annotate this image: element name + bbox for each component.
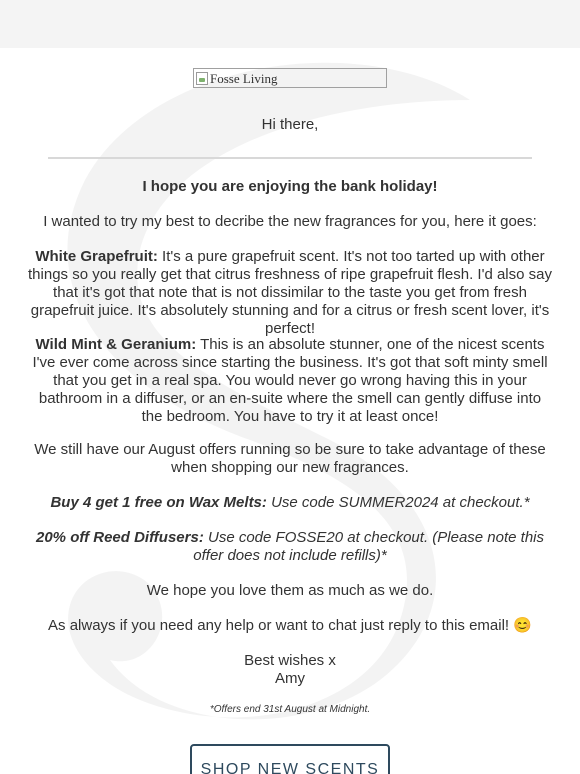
closing-hope: We hope you love them as much as we do. [146,582,434,599]
fragrance-wild-mint-geranium [28,336,552,426]
offers-note: We still have our August offers running so be sure to take advantage of these when shopping our new fragrances. [34,441,546,476]
shop-new-scents-button[interactable]: SHOP NEW SCENTS [190,744,390,774]
logo-alt-text: Fosse Living [210,70,278,86]
signoff [28,652,552,688]
fragrance-name: White Grapefruit: [35,248,158,265]
offer-detail: Use code SUMMER2024 at checkout.* [266,494,530,511]
headline: I hope you are enjoying the bank holiday! [142,178,438,195]
greeting: Hi there, [261,116,319,133]
offers-footnote: *Offers end 31st August at Midnight. [209,704,371,715]
signoff-line: Best wishes x [244,652,336,669]
fragrance-description: This is an absolute stunner, one of the nicest scents I've ever come across since starting the business. It's got that soft minty smell that you get in a real spa. You would never go wrong having this in your bathroom in a diffuser, or an en-suite where the smell can gently diffuse into the bedroom. You have to try it at least once! [32,336,548,425]
fragrance-name: Wild Mint & Geranium: [35,336,197,353]
offer-detail: Use code FOSSE20 at checkout. (Please note this offer does not include refills)* [193,529,545,564]
fragrance-description: It's a pure grapefruit scent. It's not too tarted up with other things so you really get that citrus freshness of ripe grapefruit flesh. I'd also say that it's got that note that is not dissimilar to the taste you get from fresh grapefruit juice. It's absolutely stunning and for a citrus or fresh scent lover, it's perfect! [28,248,552,337]
logo[interactable] [193,68,387,88]
offer-reed-diffusers [36,529,544,565]
signature: Amy [275,670,305,687]
help-note: As always if you need any help or want to chat just reply to this email! 😊 [48,617,532,634]
broken-image-icon [196,72,208,85]
offer-title: 20% off Reed Diffusers: [36,529,204,546]
offer-wax-melts [28,494,552,512]
fragrance-white-grapefruit [28,248,552,338]
offer-title: Buy 4 get 1 free on Wax Melts: [50,494,267,511]
intro-text: I wanted to try my best to decribe the new fragrances for you, here it goes: [43,213,537,230]
divider [48,157,532,159]
